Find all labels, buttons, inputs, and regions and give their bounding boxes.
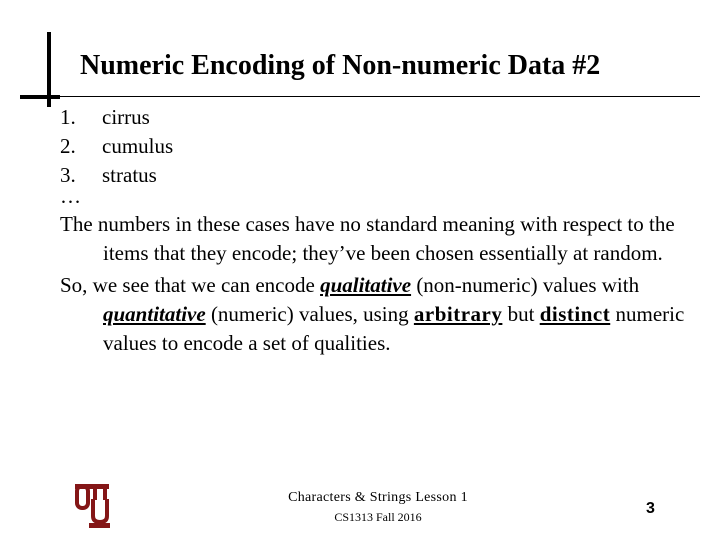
list-number: 2. bbox=[60, 134, 76, 158]
slide-body bbox=[60, 103, 700, 358]
paragraph-encoding bbox=[60, 271, 700, 358]
text-run: (non-numeric) values with bbox=[411, 273, 640, 297]
term-quantitative: quantitative bbox=[103, 302, 206, 326]
list-number: 3. bbox=[60, 163, 76, 187]
ellipsis: … bbox=[60, 184, 81, 208]
list-item bbox=[60, 132, 700, 161]
list-item bbox=[60, 103, 700, 132]
list-text: cumulus bbox=[102, 134, 174, 158]
list-text: cirrus bbox=[102, 105, 150, 129]
text-run: (numeric) values, using bbox=[205, 302, 414, 326]
ou-logo bbox=[74, 484, 110, 528]
term-distinct: distinct bbox=[539, 302, 611, 326]
text-run: but bbox=[502, 302, 540, 326]
footer bbox=[280, 490, 476, 525]
text-run: So, we see that we can encode bbox=[60, 273, 321, 297]
paragraph-meaning: The numbers in these cases have no standard meaning with respect to the items that they encode; they’ve been chosen essentially at random. bbox=[60, 212, 675, 265]
term-arbitrary: arbitrary bbox=[413, 302, 503, 326]
list-number: 1. bbox=[60, 105, 76, 129]
title-horizontal-rule bbox=[20, 96, 700, 97]
term-qualitative: qualitative bbox=[320, 273, 412, 297]
list-item bbox=[60, 161, 700, 190]
slide-title: Numeric Encoding of Non-numeric Data #2 bbox=[80, 50, 601, 81]
title-rule-accent bbox=[20, 95, 60, 99]
footer-course: CS1313 Fall 2016 bbox=[334, 510, 422, 524]
list-text: stratus bbox=[102, 163, 157, 187]
text-run: numeric values to encode a set of qualities. bbox=[103, 302, 685, 355]
footer-lesson: Characters & Strings Lesson 1 bbox=[288, 490, 468, 505]
page-number: 3 bbox=[646, 500, 655, 517]
